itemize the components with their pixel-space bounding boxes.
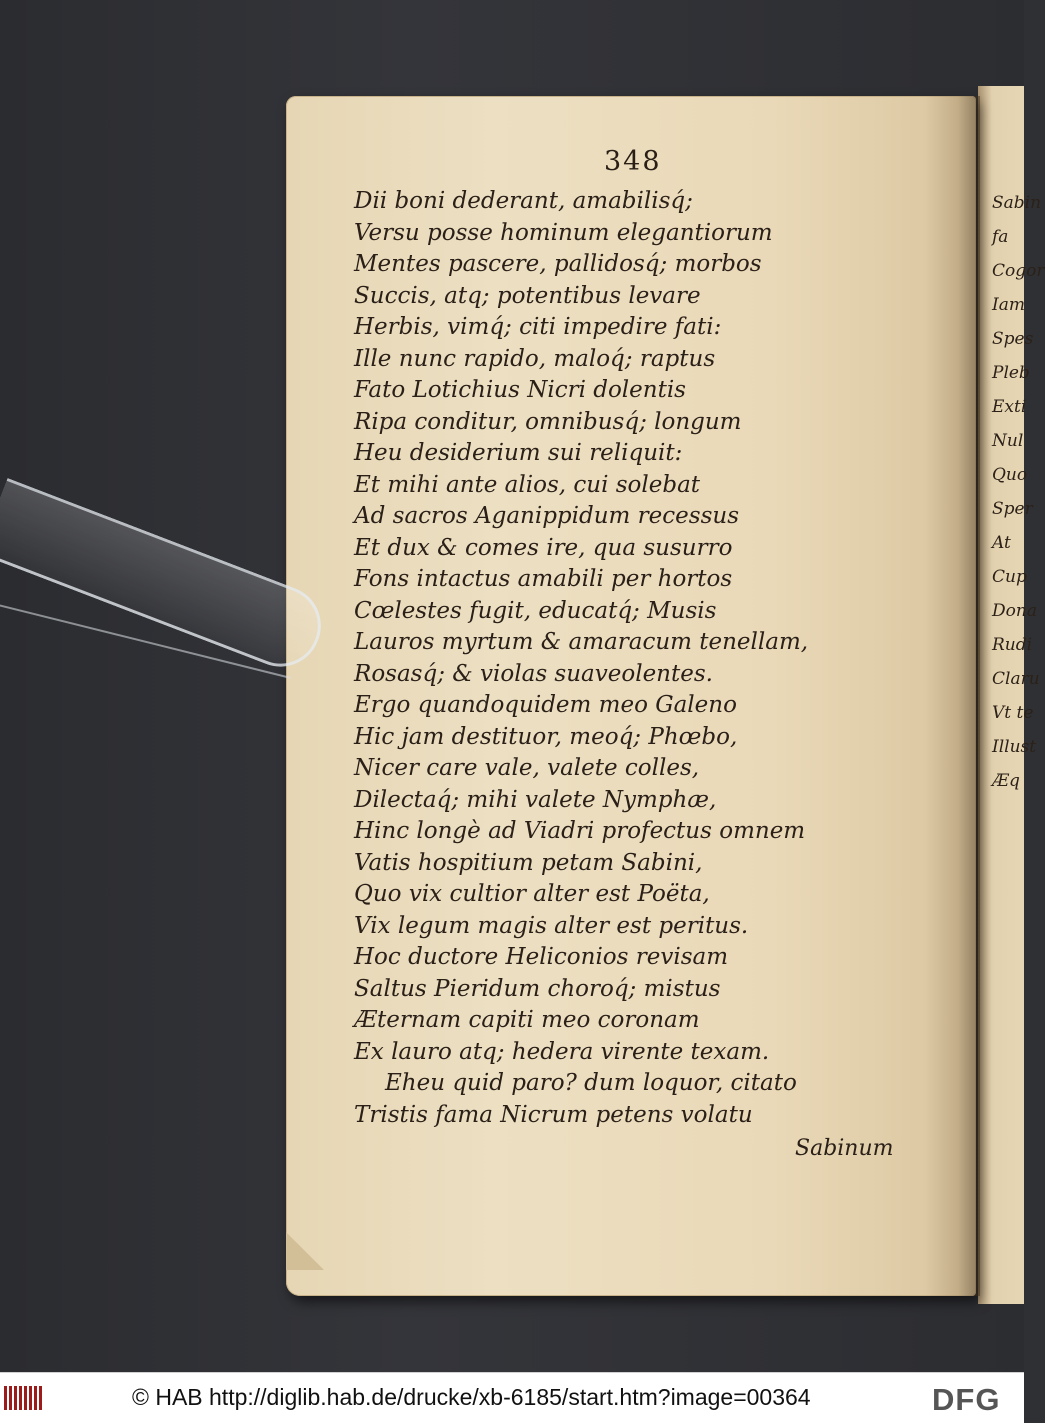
facing-page-fragment: Pleb: [992, 363, 1030, 383]
poem-line: Succis, atq; potentibus levare: [354, 282, 701, 309]
poem-line: Vix legum magis alter est peritus.: [354, 912, 749, 939]
poem-line: Et dux & comes ire, qua susurro: [354, 534, 733, 561]
poem-line: Versu posse hominum elegantiorum: [354, 219, 773, 246]
facing-page-fragment: Rudi: [992, 635, 1033, 655]
facing-page-fragment: Claru: [992, 669, 1040, 689]
poem-line: Eheu quid paro? dum loquor, citato: [385, 1070, 797, 1096]
poem-text-block: [354, 186, 914, 1131]
poem-line: Cœlestes fugit, educatq́; Musis: [354, 597, 717, 624]
poem-line: Herbis, vimq́; citi impedire fati:: [354, 314, 722, 340]
poem-line: Dii boni dederant, amabilisq́;: [354, 188, 693, 214]
facing-page-fragment: Æq: [992, 771, 1020, 791]
poem-line: Ex lauro atq; hedera virente texam.: [354, 1038, 770, 1065]
page-number: 348: [604, 146, 662, 177]
poem-line: Ille nunc rapido, maloq́; raptus: [354, 345, 716, 372]
poem-line: Lauros myrtum & amaracum tenellam,: [354, 629, 809, 655]
poem-line: Heu desiderium sui reliquit:: [354, 440, 683, 466]
facing-page-fragment: Sabin: [992, 193, 1042, 213]
facing-page-fragment: Nul: [992, 431, 1024, 451]
poem-line: Hoc ductore Heliconios revisam: [354, 944, 729, 970]
catchword: Sabinum: [795, 1136, 894, 1161]
facing-page-fragment: Dona: [992, 601, 1037, 621]
poem-line: Quo vix cultior alter est Poëta,: [354, 881, 710, 907]
poem-line: Æternam capiti meo coronam: [354, 1007, 700, 1033]
poem-line: Fato Lotichius Nicri dolentis: [354, 377, 686, 403]
poem-line: Saltus Pieridum choroq́; mistus: [354, 975, 721, 1002]
facing-page-fragment: Spes: [992, 329, 1034, 349]
poem-line: Mentes pascere, pallidosq́; morbos: [354, 251, 762, 277]
facing-page-fragment: Iam: [992, 295, 1025, 315]
footer-credit-link[interactable]: © HAB http://diglib.hab.de/drucke/xb-6185/start.htm?image=00364: [132, 1384, 811, 1410]
facing-page-fragment: Cup: [992, 567, 1027, 587]
facing-page-text: [992, 186, 1045, 798]
poem-line: Dilectaq́; mihi valete Nymphæ,: [354, 786, 717, 813]
facing-page-fragment: Illust: [992, 737, 1037, 757]
hab-barcode-logo-icon: [4, 1386, 44, 1410]
facing-page-fragment: Exti: [992, 397, 1027, 417]
poem-line: Fons intactus amabili per hortos: [354, 566, 733, 592]
poem-line: Hinc longè ad Viadri profectus omnem: [354, 818, 806, 844]
facing-page-fragment: Cogor: [992, 261, 1045, 281]
page-corner-fold: [286, 1232, 324, 1270]
poem-line: Nicer care vale, valete colles,: [354, 755, 700, 781]
poem-line: Et mihi ante alios, cui solebat: [354, 471, 701, 498]
poem-line: Vatis hospitium petam Sabini,: [354, 849, 703, 876]
facing-page-fragment: At: [992, 533, 1011, 553]
poem-line: Ripa conditur, omnibusq́; longum: [354, 408, 742, 435]
poem-line: Tristis fama Nicrum petens volatu: [354, 1101, 753, 1128]
facing-page-fragment: Vt te: [992, 703, 1034, 723]
facing-page-fragment: fa: [992, 227, 1009, 247]
poem-line: Ad sacros Aganippidum recessus: [354, 503, 739, 529]
poem-line: Rosasq́; & violas suaveolentes.: [354, 660, 713, 687]
poem-line: Ergo quandoquidem meo Galeno: [354, 692, 737, 718]
facing-page-fragment: Quo: [992, 465, 1028, 485]
poem-line: Hic jam destituor, meoq́; Phœbo,: [354, 723, 738, 750]
dfg-logo: DFG: [932, 1382, 1001, 1417]
facing-page-edge: [978, 86, 1045, 1304]
facing-page-fragment: Sper: [992, 499, 1033, 519]
